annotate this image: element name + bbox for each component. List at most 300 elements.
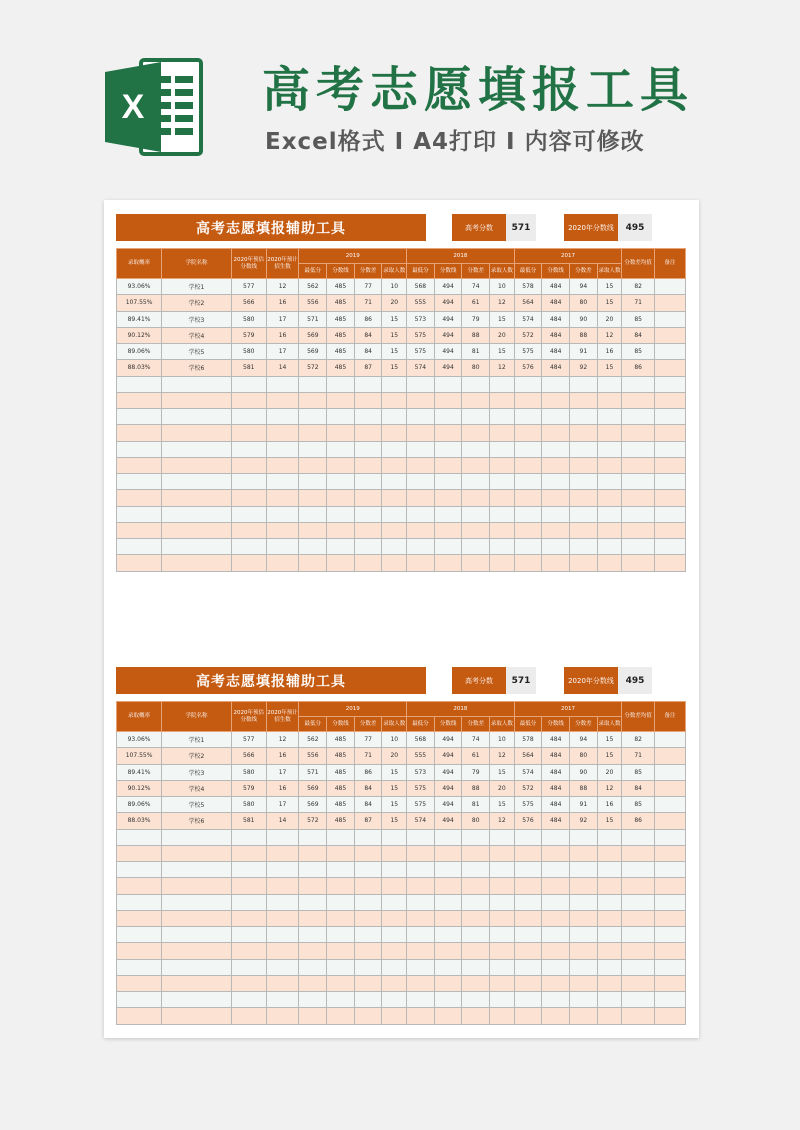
empty-cell[interactable]	[162, 474, 232, 490]
empty-cell[interactable]	[299, 555, 327, 571]
empty-cell[interactable]	[570, 927, 598, 943]
empty-cell[interactable]	[327, 943, 355, 959]
table-cell[interactable]: 577	[231, 732, 266, 748]
empty-cell[interactable]	[434, 910, 462, 926]
empty-cell[interactable]	[462, 441, 490, 457]
table-cell[interactable]: 575	[407, 797, 435, 813]
table-cell[interactable]: 84	[354, 344, 382, 360]
empty-cell[interactable]	[597, 376, 622, 392]
empty-cell[interactable]	[117, 1008, 162, 1024]
table-cell[interactable]: 86	[622, 360, 655, 376]
empty-cell[interactable]	[231, 441, 266, 457]
score-value[interactable]: 571	[506, 214, 536, 241]
empty-cell[interactable]	[162, 441, 232, 457]
empty-cell[interactable]	[570, 975, 598, 991]
empty-cell[interactable]	[597, 539, 622, 555]
empty-cell[interactable]	[117, 522, 162, 538]
empty-cell[interactable]	[407, 555, 435, 571]
empty-cell[interactable]	[655, 943, 686, 959]
table-cell[interactable]: 15	[382, 764, 407, 780]
empty-cell[interactable]	[570, 992, 598, 1008]
empty-cell[interactable]	[462, 910, 490, 926]
empty-cell[interactable]	[490, 894, 515, 910]
empty-cell[interactable]	[655, 506, 686, 522]
table-cell[interactable]: 484	[542, 780, 570, 796]
empty-cell[interactable]	[266, 992, 299, 1008]
table-cell[interactable]: 84	[354, 797, 382, 813]
empty-cell[interactable]	[117, 474, 162, 490]
empty-cell[interactable]	[514, 992, 542, 1008]
empty-cell[interactable]	[354, 829, 382, 845]
empty-cell[interactable]	[382, 975, 407, 991]
empty-cell[interactable]	[490, 910, 515, 926]
table-cell[interactable]: 15	[490, 344, 515, 360]
empty-cell[interactable]	[434, 829, 462, 845]
empty-cell[interactable]	[462, 490, 490, 506]
empty-cell[interactable]	[407, 441, 435, 457]
empty-cell[interactable]	[542, 878, 570, 894]
empty-cell[interactable]	[622, 959, 655, 975]
table-cell[interactable]: 10	[490, 279, 515, 295]
table-cell[interactable]: 15	[382, 797, 407, 813]
table-cell[interactable]: 17	[266, 797, 299, 813]
table-cell[interactable]: 485	[327, 797, 355, 813]
table-cell[interactable]: 573	[407, 764, 435, 780]
table-cell[interactable]: 556	[299, 295, 327, 311]
score-value[interactable]: 571	[506, 667, 536, 694]
table-cell[interactable]: 94	[570, 279, 598, 295]
empty-cell[interactable]	[299, 992, 327, 1008]
empty-cell[interactable]	[570, 539, 598, 555]
empty-cell[interactable]	[299, 474, 327, 490]
empty-cell[interactable]	[231, 555, 266, 571]
empty-cell[interactable]	[542, 506, 570, 522]
empty-cell[interactable]	[570, 829, 598, 845]
empty-cell[interactable]	[570, 878, 598, 894]
empty-cell[interactable]	[434, 555, 462, 571]
empty-cell[interactable]	[622, 474, 655, 490]
table-cell[interactable]: 15	[597, 279, 622, 295]
empty-cell[interactable]	[382, 490, 407, 506]
empty-cell[interactable]	[570, 555, 598, 571]
empty-cell[interactable]	[434, 975, 462, 991]
empty-cell[interactable]	[266, 425, 299, 441]
empty-cell[interactable]	[117, 992, 162, 1008]
empty-cell[interactable]	[327, 862, 355, 878]
empty-cell[interactable]	[597, 474, 622, 490]
empty-cell[interactable]	[570, 441, 598, 457]
empty-cell[interactable]	[354, 878, 382, 894]
empty-cell[interactable]	[570, 943, 598, 959]
empty-cell[interactable]	[382, 992, 407, 1008]
empty-cell[interactable]	[354, 522, 382, 538]
table-cell[interactable]: 15	[597, 813, 622, 829]
empty-cell[interactable]	[162, 959, 232, 975]
empty-cell[interactable]	[622, 392, 655, 408]
table-cell[interactable]: 91	[570, 344, 598, 360]
empty-cell[interactable]	[407, 959, 435, 975]
empty-cell[interactable]	[231, 425, 266, 441]
empty-cell[interactable]	[231, 506, 266, 522]
empty-cell[interactable]	[490, 927, 515, 943]
empty-cell[interactable]	[266, 878, 299, 894]
table-cell[interactable]: 484	[542, 311, 570, 327]
empty-cell[interactable]	[382, 862, 407, 878]
table-cell[interactable]	[655, 748, 686, 764]
table-cell[interactable]: 580	[231, 797, 266, 813]
empty-cell[interactable]	[231, 992, 266, 1008]
empty-cell[interactable]	[354, 910, 382, 926]
empty-cell[interactable]	[354, 392, 382, 408]
empty-cell[interactable]	[622, 829, 655, 845]
empty-cell[interactable]	[382, 927, 407, 943]
table-cell[interactable]	[655, 780, 686, 796]
table-cell[interactable]: 15	[382, 780, 407, 796]
empty-cell[interactable]	[327, 1008, 355, 1024]
table-cell[interactable]: 20	[597, 764, 622, 780]
table-cell[interactable]: 15	[382, 311, 407, 327]
empty-cell[interactable]	[231, 845, 266, 861]
empty-cell[interactable]	[266, 894, 299, 910]
empty-cell[interactable]	[434, 539, 462, 555]
table-cell[interactable]: 485	[327, 813, 355, 829]
empty-cell[interactable]	[407, 845, 435, 861]
empty-cell[interactable]	[382, 943, 407, 959]
table-cell[interactable]: 484	[542, 295, 570, 311]
empty-cell[interactable]	[542, 555, 570, 571]
empty-cell[interactable]	[162, 829, 232, 845]
line-value[interactable]: 495	[618, 667, 652, 694]
empty-cell[interactable]	[597, 927, 622, 943]
empty-cell[interactable]	[266, 457, 299, 473]
table-cell[interactable]: 555	[407, 295, 435, 311]
empty-cell[interactable]	[231, 409, 266, 425]
empty-cell[interactable]	[162, 1008, 232, 1024]
empty-cell[interactable]	[655, 845, 686, 861]
empty-cell[interactable]	[382, 539, 407, 555]
table-cell[interactable]: 484	[542, 797, 570, 813]
empty-cell[interactable]	[490, 425, 515, 441]
empty-cell[interactable]	[354, 845, 382, 861]
empty-cell[interactable]	[354, 376, 382, 392]
table-cell[interactable]: 88	[570, 327, 598, 343]
table-cell[interactable]: 569	[299, 780, 327, 796]
empty-cell[interactable]	[327, 992, 355, 1008]
empty-cell[interactable]	[655, 910, 686, 926]
table-cell[interactable]: 494	[434, 764, 462, 780]
table-cell[interactable]: 80	[570, 748, 598, 764]
empty-cell[interactable]	[299, 975, 327, 991]
empty-cell[interactable]	[231, 894, 266, 910]
empty-cell[interactable]	[542, 425, 570, 441]
table-cell[interactable]: 12	[266, 732, 299, 748]
empty-cell[interactable]	[354, 441, 382, 457]
empty-cell[interactable]	[462, 457, 490, 473]
table-cell[interactable]: 84	[622, 780, 655, 796]
empty-cell[interactable]	[354, 943, 382, 959]
empty-cell[interactable]	[117, 409, 162, 425]
empty-cell[interactable]	[299, 522, 327, 538]
empty-cell[interactable]	[597, 959, 622, 975]
table-cell[interactable]	[655, 813, 686, 829]
empty-cell[interactable]	[266, 490, 299, 506]
table-cell[interactable]: 学校3	[162, 311, 232, 327]
table-cell[interactable]: 92	[570, 813, 598, 829]
empty-cell[interactable]	[382, 845, 407, 861]
empty-cell[interactable]	[434, 392, 462, 408]
table-cell[interactable]: 88	[570, 780, 598, 796]
empty-cell[interactable]	[299, 539, 327, 555]
table-cell[interactable]: 17	[266, 344, 299, 360]
table-cell[interactable]: 学校4	[162, 780, 232, 796]
empty-cell[interactable]	[354, 506, 382, 522]
empty-cell[interactable]	[597, 862, 622, 878]
empty-cell[interactable]	[231, 878, 266, 894]
empty-cell[interactable]	[434, 490, 462, 506]
empty-cell[interactable]	[622, 910, 655, 926]
empty-cell[interactable]	[407, 992, 435, 1008]
empty-cell[interactable]	[117, 539, 162, 555]
empty-cell[interactable]	[434, 878, 462, 894]
table-cell[interactable]: 20	[490, 780, 515, 796]
empty-cell[interactable]	[622, 992, 655, 1008]
table-cell[interactable]: 575	[407, 344, 435, 360]
empty-cell[interactable]	[327, 457, 355, 473]
empty-cell[interactable]	[354, 894, 382, 910]
empty-cell[interactable]	[514, 845, 542, 861]
empty-cell[interactable]	[597, 894, 622, 910]
empty-cell[interactable]	[354, 409, 382, 425]
empty-cell[interactable]	[570, 409, 598, 425]
table-cell[interactable]: 87	[354, 813, 382, 829]
empty-cell[interactable]	[162, 878, 232, 894]
empty-cell[interactable]	[597, 829, 622, 845]
empty-cell[interactable]	[266, 959, 299, 975]
table-cell[interactable]: 566	[231, 295, 266, 311]
empty-cell[interactable]	[354, 457, 382, 473]
table-cell[interactable]: 572	[514, 327, 542, 343]
empty-cell[interactable]	[382, 441, 407, 457]
empty-cell[interactable]	[622, 376, 655, 392]
empty-cell[interactable]	[462, 959, 490, 975]
table-cell[interactable]: 20	[490, 327, 515, 343]
empty-cell[interactable]	[514, 474, 542, 490]
table-cell[interactable]: 93.06%	[117, 279, 162, 295]
empty-cell[interactable]	[354, 975, 382, 991]
empty-cell[interactable]	[354, 992, 382, 1008]
empty-cell[interactable]	[462, 409, 490, 425]
empty-cell[interactable]	[434, 992, 462, 1008]
empty-cell[interactable]	[407, 425, 435, 441]
table-cell[interactable]: 学校3	[162, 764, 232, 780]
table-cell[interactable]: 12	[490, 813, 515, 829]
table-cell[interactable]: 484	[542, 764, 570, 780]
table-cell[interactable]: 107.55%	[117, 748, 162, 764]
empty-cell[interactable]	[655, 457, 686, 473]
empty-cell[interactable]	[490, 555, 515, 571]
empty-cell[interactable]	[597, 555, 622, 571]
empty-cell[interactable]	[490, 959, 515, 975]
table-cell[interactable]: 494	[434, 780, 462, 796]
table-cell[interactable]: 14	[266, 360, 299, 376]
empty-cell[interactable]	[299, 425, 327, 441]
table-cell[interactable]: 575	[514, 344, 542, 360]
empty-cell[interactable]	[117, 425, 162, 441]
table-cell[interactable]: 84	[354, 327, 382, 343]
empty-cell[interactable]	[407, 506, 435, 522]
table-cell[interactable]: 562	[299, 279, 327, 295]
empty-cell[interactable]	[117, 490, 162, 506]
empty-cell[interactable]	[542, 845, 570, 861]
empty-cell[interactable]	[514, 910, 542, 926]
table-cell[interactable]: 89.06%	[117, 797, 162, 813]
empty-cell[interactable]	[266, 539, 299, 555]
table-cell[interactable]: 82	[622, 732, 655, 748]
empty-cell[interactable]	[434, 862, 462, 878]
empty-cell[interactable]	[327, 392, 355, 408]
table-cell[interactable]: 569	[299, 327, 327, 343]
table-cell[interactable]: 85	[622, 797, 655, 813]
table-cell[interactable]: 80	[570, 295, 598, 311]
empty-cell[interactable]	[655, 894, 686, 910]
empty-cell[interactable]	[382, 829, 407, 845]
empty-cell[interactable]	[597, 457, 622, 473]
table-cell[interactable]: 577	[231, 279, 266, 295]
empty-cell[interactable]	[231, 927, 266, 943]
empty-cell[interactable]	[382, 555, 407, 571]
empty-cell[interactable]	[117, 927, 162, 943]
empty-cell[interactable]	[162, 425, 232, 441]
empty-cell[interactable]	[231, 943, 266, 959]
table-cell[interactable]: 71	[354, 748, 382, 764]
empty-cell[interactable]	[462, 878, 490, 894]
empty-cell[interactable]	[655, 829, 686, 845]
empty-cell[interactable]	[407, 376, 435, 392]
empty-cell[interactable]	[462, 943, 490, 959]
empty-cell[interactable]	[266, 829, 299, 845]
table-cell[interactable]	[655, 764, 686, 780]
table-cell[interactable]: 89.06%	[117, 344, 162, 360]
table-cell[interactable]: 564	[514, 295, 542, 311]
empty-cell[interactable]	[162, 555, 232, 571]
table-cell[interactable]: 89.41%	[117, 764, 162, 780]
table-cell[interactable]: 84	[354, 780, 382, 796]
empty-cell[interactable]	[655, 539, 686, 555]
empty-cell[interactable]	[655, 376, 686, 392]
empty-cell[interactable]	[354, 474, 382, 490]
empty-cell[interactable]	[327, 959, 355, 975]
empty-cell[interactable]	[266, 910, 299, 926]
empty-cell[interactable]	[655, 959, 686, 975]
table-cell[interactable]: 578	[514, 732, 542, 748]
empty-cell[interactable]	[299, 878, 327, 894]
empty-cell[interactable]	[407, 490, 435, 506]
empty-cell[interactable]	[407, 943, 435, 959]
empty-cell[interactable]	[382, 474, 407, 490]
empty-cell[interactable]	[490, 862, 515, 878]
table-cell[interactable]: 86	[622, 813, 655, 829]
empty-cell[interactable]	[490, 376, 515, 392]
table-cell[interactable]: 85	[622, 764, 655, 780]
table-cell[interactable]: 572	[514, 780, 542, 796]
table-cell[interactable]: 88	[462, 327, 490, 343]
empty-cell[interactable]	[231, 910, 266, 926]
empty-cell[interactable]	[570, 457, 598, 473]
table-cell[interactable]: 556	[299, 748, 327, 764]
empty-cell[interactable]	[299, 441, 327, 457]
table-cell[interactable]: 15	[382, 813, 407, 829]
empty-cell[interactable]	[266, 862, 299, 878]
table-cell[interactable]: 15	[597, 732, 622, 748]
empty-cell[interactable]	[407, 392, 435, 408]
empty-cell[interactable]	[570, 845, 598, 861]
table-cell[interactable]: 89.41%	[117, 311, 162, 327]
table-cell[interactable]: 575	[407, 780, 435, 796]
table-cell[interactable]: 494	[434, 813, 462, 829]
empty-cell[interactable]	[542, 441, 570, 457]
empty-cell[interactable]	[514, 539, 542, 555]
table-cell[interactable]: 485	[327, 311, 355, 327]
empty-cell[interactable]	[542, 943, 570, 959]
empty-cell[interactable]	[570, 376, 598, 392]
table-cell[interactable]: 580	[231, 311, 266, 327]
empty-cell[interactable]	[542, 894, 570, 910]
table-cell[interactable]: 85	[622, 311, 655, 327]
empty-cell[interactable]	[407, 539, 435, 555]
empty-cell[interactable]	[622, 555, 655, 571]
table-cell[interactable]: 61	[462, 748, 490, 764]
empty-cell[interactable]	[382, 457, 407, 473]
empty-cell[interactable]	[542, 910, 570, 926]
table-cell[interactable]: 74	[462, 732, 490, 748]
table-cell[interactable]: 574	[407, 813, 435, 829]
empty-cell[interactable]	[622, 894, 655, 910]
table-cell[interactable]: 74	[462, 279, 490, 295]
empty-cell[interactable]	[327, 975, 355, 991]
empty-cell[interactable]	[266, 522, 299, 538]
empty-cell[interactable]	[514, 425, 542, 441]
table-cell[interactable]: 485	[327, 295, 355, 311]
empty-cell[interactable]	[570, 490, 598, 506]
table-cell[interactable]: 575	[407, 327, 435, 343]
table-cell[interactable]: 85	[622, 344, 655, 360]
empty-cell[interactable]	[655, 927, 686, 943]
empty-cell[interactable]	[162, 975, 232, 991]
empty-cell[interactable]	[490, 392, 515, 408]
table-cell[interactable]: 79	[462, 764, 490, 780]
empty-cell[interactable]	[382, 409, 407, 425]
empty-cell[interactable]	[382, 392, 407, 408]
empty-cell[interactable]	[542, 959, 570, 975]
empty-cell[interactable]	[231, 539, 266, 555]
table-cell[interactable]: 12	[597, 780, 622, 796]
table-cell[interactable]: 562	[299, 732, 327, 748]
empty-cell[interactable]	[327, 539, 355, 555]
empty-cell[interactable]	[622, 490, 655, 506]
table-cell[interactable]: 573	[407, 311, 435, 327]
empty-cell[interactable]	[514, 457, 542, 473]
empty-cell[interactable]	[354, 555, 382, 571]
table-cell[interactable]: 88.03%	[117, 360, 162, 376]
table-cell[interactable]: 484	[542, 360, 570, 376]
table-cell[interactable]: 81	[462, 344, 490, 360]
empty-cell[interactable]	[490, 829, 515, 845]
empty-cell[interactable]	[117, 894, 162, 910]
table-cell[interactable]: 555	[407, 748, 435, 764]
empty-cell[interactable]	[570, 522, 598, 538]
empty-cell[interactable]	[407, 910, 435, 926]
table-cell[interactable]: 94	[570, 732, 598, 748]
